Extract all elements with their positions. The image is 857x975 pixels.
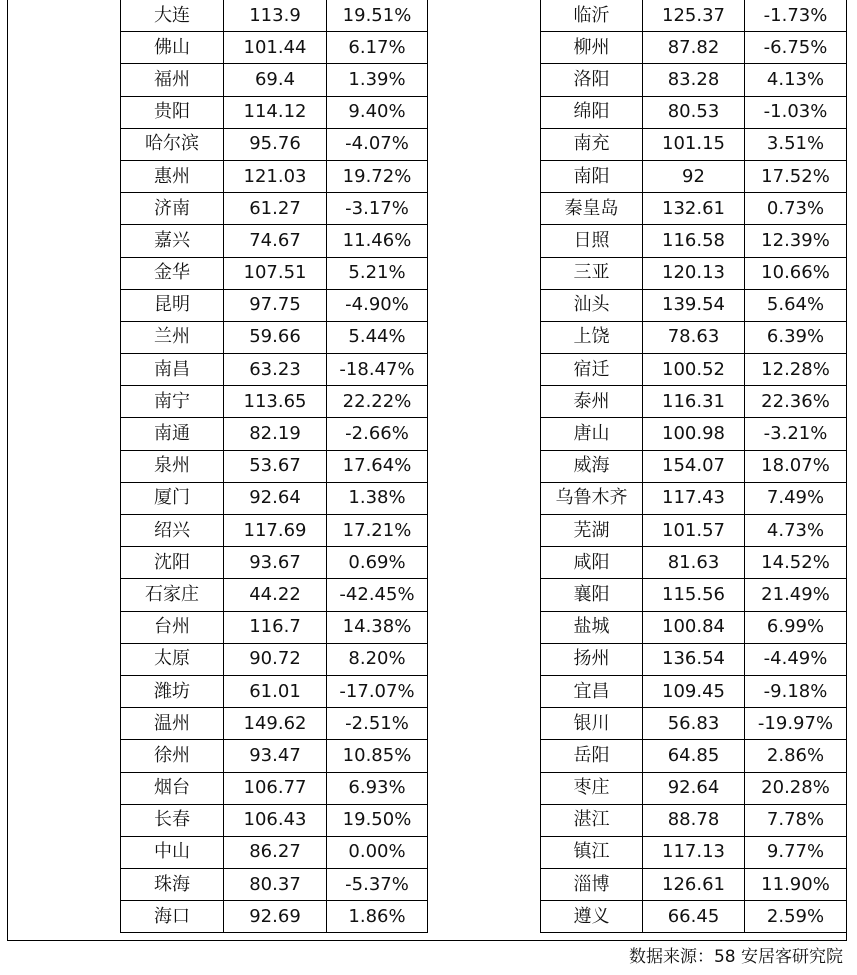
value-cell: 117.69: [224, 515, 327, 547]
table-row: [541, 772, 847, 804]
value-cell: 113.65: [224, 386, 327, 418]
change-percent-cell: -3.21%: [745, 418, 847, 450]
city-name-cell: 沈阳: [121, 547, 224, 579]
city-name-cell: 兰州: [121, 321, 224, 353]
value-cell: 116.7: [224, 611, 327, 643]
city-name-cell: 岳阳: [541, 740, 643, 772]
change-percent-cell: 17.64%: [327, 450, 428, 482]
city-name-cell: 唐山: [541, 418, 643, 450]
city-name-cell: 绍兴: [121, 515, 224, 547]
value-cell: 88.78: [643, 804, 745, 836]
table-row: [541, 515, 847, 547]
change-percent-cell: 6.17%: [327, 32, 428, 64]
city-name-cell: 济南: [121, 193, 224, 225]
value-cell: 121.03: [224, 160, 327, 192]
city-name-cell: 大连: [121, 0, 224, 32]
value-cell: 81.63: [643, 547, 745, 579]
city-name-cell: 枣庄: [541, 772, 643, 804]
table-row: [121, 708, 428, 740]
change-percent-cell: 7.49%: [745, 482, 847, 514]
table-row: [541, 321, 847, 353]
table-row: [121, 482, 428, 514]
table-row: [121, 611, 428, 643]
change-percent-cell: 12.39%: [745, 225, 847, 257]
city-name-cell: 珠海: [121, 869, 224, 901]
city-name-cell: 盐城: [541, 611, 643, 643]
change-percent-cell: -4.07%: [327, 128, 428, 160]
value-cell: 78.63: [643, 321, 745, 353]
value-cell: 132.61: [643, 193, 745, 225]
city-name-cell: 太原: [121, 643, 224, 675]
change-percent-cell: -2.66%: [327, 418, 428, 450]
city-name-cell: 银川: [541, 708, 643, 740]
table-row: [541, 225, 847, 257]
value-cell: 61.27: [224, 193, 327, 225]
change-percent-cell: -17.07%: [327, 675, 428, 707]
change-percent-cell: 19.72%: [327, 160, 428, 192]
table-row: [121, 64, 428, 96]
table-row: [121, 740, 428, 772]
table-row: [541, 547, 847, 579]
city-name-cell: 台州: [121, 611, 224, 643]
value-cell: 95.76: [224, 128, 327, 160]
city-table-right-body: [541, 0, 847, 933]
change-percent-cell: -9.18%: [745, 675, 847, 707]
change-percent-cell: 6.39%: [745, 321, 847, 353]
table-row: [541, 482, 847, 514]
value-cell: 100.98: [643, 418, 745, 450]
table-row: [541, 579, 847, 611]
table-row: [121, 450, 428, 482]
change-percent-cell: 18.07%: [745, 450, 847, 482]
value-cell: 44.22: [224, 579, 327, 611]
city-name-cell: 中山: [121, 836, 224, 868]
city-table-left-body: [121, 0, 428, 933]
table-row: [121, 289, 428, 321]
value-cell: 149.62: [224, 708, 327, 740]
value-cell: 83.28: [643, 64, 745, 96]
change-percent-cell: 17.21%: [327, 515, 428, 547]
value-cell: 120.13: [643, 257, 745, 289]
table-row: [121, 579, 428, 611]
city-name-cell: 淄博: [541, 869, 643, 901]
change-percent-cell: 1.38%: [327, 482, 428, 514]
table-row: [541, 836, 847, 868]
change-percent-cell: 0.00%: [327, 836, 428, 868]
change-percent-cell: 6.93%: [327, 772, 428, 804]
table-row: [121, 547, 428, 579]
value-cell: 101.57: [643, 515, 745, 547]
table-row: [121, 0, 428, 32]
table-row: [541, 643, 847, 675]
change-percent-cell: 4.73%: [745, 515, 847, 547]
change-percent-cell: -1.73%: [745, 0, 847, 32]
city-table-left: [120, 0, 428, 933]
table-row: [541, 675, 847, 707]
table-row: [541, 354, 847, 386]
change-percent-cell: -2.51%: [327, 708, 428, 740]
city-name-cell: 南昌: [121, 354, 224, 386]
value-cell: 126.61: [643, 869, 745, 901]
city-name-cell: 宜昌: [541, 675, 643, 707]
city-name-cell: 威海: [541, 450, 643, 482]
value-cell: 61.01: [224, 675, 327, 707]
table-row: [541, 96, 847, 128]
value-cell: 74.67: [224, 225, 327, 257]
city-name-cell: 柳州: [541, 32, 643, 64]
value-cell: 136.54: [643, 643, 745, 675]
city-name-cell: 海口: [121, 901, 224, 933]
table-row: [121, 321, 428, 353]
value-cell: 92.64: [643, 772, 745, 804]
city-name-cell: 泰州: [541, 386, 643, 418]
value-cell: 82.19: [224, 418, 327, 450]
table-row: [121, 804, 428, 836]
city-name-cell: 扬州: [541, 643, 643, 675]
value-cell: 56.83: [643, 708, 745, 740]
value-cell: 97.75: [224, 289, 327, 321]
change-percent-cell: 21.49%: [745, 579, 847, 611]
city-name-cell: 烟台: [121, 772, 224, 804]
change-percent-cell: 8.20%: [327, 643, 428, 675]
change-percent-cell: 5.21%: [327, 257, 428, 289]
change-percent-cell: -18.47%: [327, 354, 428, 386]
city-name-cell: 佛山: [121, 32, 224, 64]
city-name-cell: 日照: [541, 225, 643, 257]
change-percent-cell: 10.85%: [327, 740, 428, 772]
city-name-cell: 湛江: [541, 804, 643, 836]
change-percent-cell: 1.39%: [327, 64, 428, 96]
table-row: [541, 804, 847, 836]
table-row: [121, 354, 428, 386]
table-row: [541, 740, 847, 772]
table-row: [541, 128, 847, 160]
change-percent-cell: -5.37%: [327, 869, 428, 901]
city-name-cell: 宿迁: [541, 354, 643, 386]
table-row: [121, 836, 428, 868]
table-row: [541, 257, 847, 289]
change-percent-cell: -6.75%: [745, 32, 847, 64]
table-row: [541, 386, 847, 418]
change-percent-cell: 17.52%: [745, 160, 847, 192]
table-row: [121, 869, 428, 901]
change-percent-cell: 12.28%: [745, 354, 847, 386]
city-name-cell: 洛阳: [541, 64, 643, 96]
change-percent-cell: 2.86%: [745, 740, 847, 772]
value-cell: 80.53: [643, 96, 745, 128]
change-percent-cell: 9.77%: [745, 836, 847, 868]
change-percent-cell: 9.40%: [327, 96, 428, 128]
table-row: [121, 128, 428, 160]
change-percent-cell: 1.86%: [327, 901, 428, 933]
table-row: [541, 289, 847, 321]
value-cell: 109.45: [643, 675, 745, 707]
city-name-cell: 临沂: [541, 0, 643, 32]
change-percent-cell: -42.45%: [327, 579, 428, 611]
value-cell: 66.45: [643, 901, 745, 933]
city-name-cell: 秦皇岛: [541, 193, 643, 225]
table-row: [121, 257, 428, 289]
change-percent-cell: 0.69%: [327, 547, 428, 579]
table-row: [541, 418, 847, 450]
value-cell: 116.58: [643, 225, 745, 257]
value-cell: 139.54: [643, 289, 745, 321]
city-name-cell: 南通: [121, 418, 224, 450]
change-percent-cell: 2.59%: [745, 901, 847, 933]
value-cell: 125.37: [643, 0, 745, 32]
value-cell: 59.66: [224, 321, 327, 353]
value-cell: 92.64: [224, 482, 327, 514]
table-row: [121, 160, 428, 192]
value-cell: 154.07: [643, 450, 745, 482]
value-cell: 117.43: [643, 482, 745, 514]
value-cell: 106.77: [224, 772, 327, 804]
city-name-cell: 贵阳: [121, 96, 224, 128]
table-row: [541, 160, 847, 192]
value-cell: 101.15: [643, 128, 745, 160]
table-row: [121, 772, 428, 804]
city-name-cell: 汕头: [541, 289, 643, 321]
city-name-cell: 南充: [541, 128, 643, 160]
value-cell: 80.37: [224, 869, 327, 901]
city-name-cell: 哈尔滨: [121, 128, 224, 160]
change-percent-cell: 4.13%: [745, 64, 847, 96]
city-name-cell: 绵阳: [541, 96, 643, 128]
city-name-cell: 乌鲁木齐: [541, 482, 643, 514]
change-percent-cell: -4.90%: [327, 289, 428, 321]
value-cell: 115.56: [643, 579, 745, 611]
change-percent-cell: 22.36%: [745, 386, 847, 418]
table-row: [541, 611, 847, 643]
change-percent-cell: 22.22%: [327, 386, 428, 418]
value-cell: 92.69: [224, 901, 327, 933]
table-row: [541, 869, 847, 901]
change-percent-cell: -4.49%: [745, 643, 847, 675]
change-percent-cell: 19.51%: [327, 0, 428, 32]
city-name-cell: 潍坊: [121, 675, 224, 707]
change-percent-cell: 7.78%: [745, 804, 847, 836]
value-cell: 113.9: [224, 0, 327, 32]
city-name-cell: 咸阳: [541, 547, 643, 579]
value-cell: 93.47: [224, 740, 327, 772]
change-percent-cell: 11.46%: [327, 225, 428, 257]
city-name-cell: 徐州: [121, 740, 224, 772]
table-row: [121, 96, 428, 128]
change-percent-cell: -1.03%: [745, 96, 847, 128]
city-name-cell: 上饶: [541, 321, 643, 353]
city-name-cell: 泉州: [121, 450, 224, 482]
value-cell: 64.85: [643, 740, 745, 772]
value-cell: 69.4: [224, 64, 327, 96]
table-row: [121, 515, 428, 547]
value-cell: 90.72: [224, 643, 327, 675]
value-cell: 116.31: [643, 386, 745, 418]
change-percent-cell: 19.50%: [327, 804, 428, 836]
city-name-cell: 襄阳: [541, 579, 643, 611]
city-name-cell: 南宁: [121, 386, 224, 418]
value-cell: 100.84: [643, 611, 745, 643]
value-cell: 92: [643, 160, 745, 192]
value-cell: 93.67: [224, 547, 327, 579]
table-row: [121, 418, 428, 450]
value-cell: 107.51: [224, 257, 327, 289]
city-name-cell: 长春: [121, 804, 224, 836]
value-cell: 101.44: [224, 32, 327, 64]
city-name-cell: 镇江: [541, 836, 643, 868]
city-name-cell: 温州: [121, 708, 224, 740]
city-name-cell: 石家庄: [121, 579, 224, 611]
value-cell: 86.27: [224, 836, 327, 868]
table-row: [541, 0, 847, 32]
city-name-cell: 惠州: [121, 160, 224, 192]
value-cell: 117.13: [643, 836, 745, 868]
city-name-cell: 金华: [121, 257, 224, 289]
table-row: [121, 225, 428, 257]
city-name-cell: 厦门: [121, 482, 224, 514]
table-row: [541, 901, 847, 933]
change-percent-cell: 3.51%: [745, 128, 847, 160]
table-row: [541, 193, 847, 225]
change-percent-cell: -3.17%: [327, 193, 428, 225]
table-row: [541, 64, 847, 96]
change-percent-cell: 14.38%: [327, 611, 428, 643]
value-cell: 53.67: [224, 450, 327, 482]
table-row: [121, 643, 428, 675]
value-cell: 63.23: [224, 354, 327, 386]
city-table-right: [540, 0, 847, 933]
change-percent-cell: 14.52%: [745, 547, 847, 579]
table-row: [541, 450, 847, 482]
city-name-cell: 芜湖: [541, 515, 643, 547]
change-percent-cell: 5.44%: [327, 321, 428, 353]
value-cell: 114.12: [224, 96, 327, 128]
value-cell: 100.52: [643, 354, 745, 386]
change-percent-cell: -19.97%: [745, 708, 847, 740]
change-percent-cell: 10.66%: [745, 257, 847, 289]
city-name-cell: 嘉兴: [121, 225, 224, 257]
change-percent-cell: 0.73%: [745, 193, 847, 225]
change-percent-cell: 20.28%: [745, 772, 847, 804]
table-row: [121, 193, 428, 225]
change-percent-cell: 5.64%: [745, 289, 847, 321]
city-name-cell: 昆明: [121, 289, 224, 321]
city-name-cell: 三亚: [541, 257, 643, 289]
value-cell: 106.43: [224, 804, 327, 836]
city-name-cell: 福州: [121, 64, 224, 96]
table-row: [541, 32, 847, 64]
table-row: [121, 901, 428, 933]
table-row: [121, 675, 428, 707]
table-row: [121, 386, 428, 418]
table-row: [121, 32, 428, 64]
data-source-note: 数据来源：58 安居客研究院: [628, 947, 843, 967]
city-name-cell: 遵义: [541, 901, 643, 933]
table-row: [541, 708, 847, 740]
value-cell: 87.82: [643, 32, 745, 64]
change-percent-cell: 11.90%: [745, 869, 847, 901]
city-name-cell: 南阳: [541, 160, 643, 192]
change-percent-cell: 6.99%: [745, 611, 847, 643]
